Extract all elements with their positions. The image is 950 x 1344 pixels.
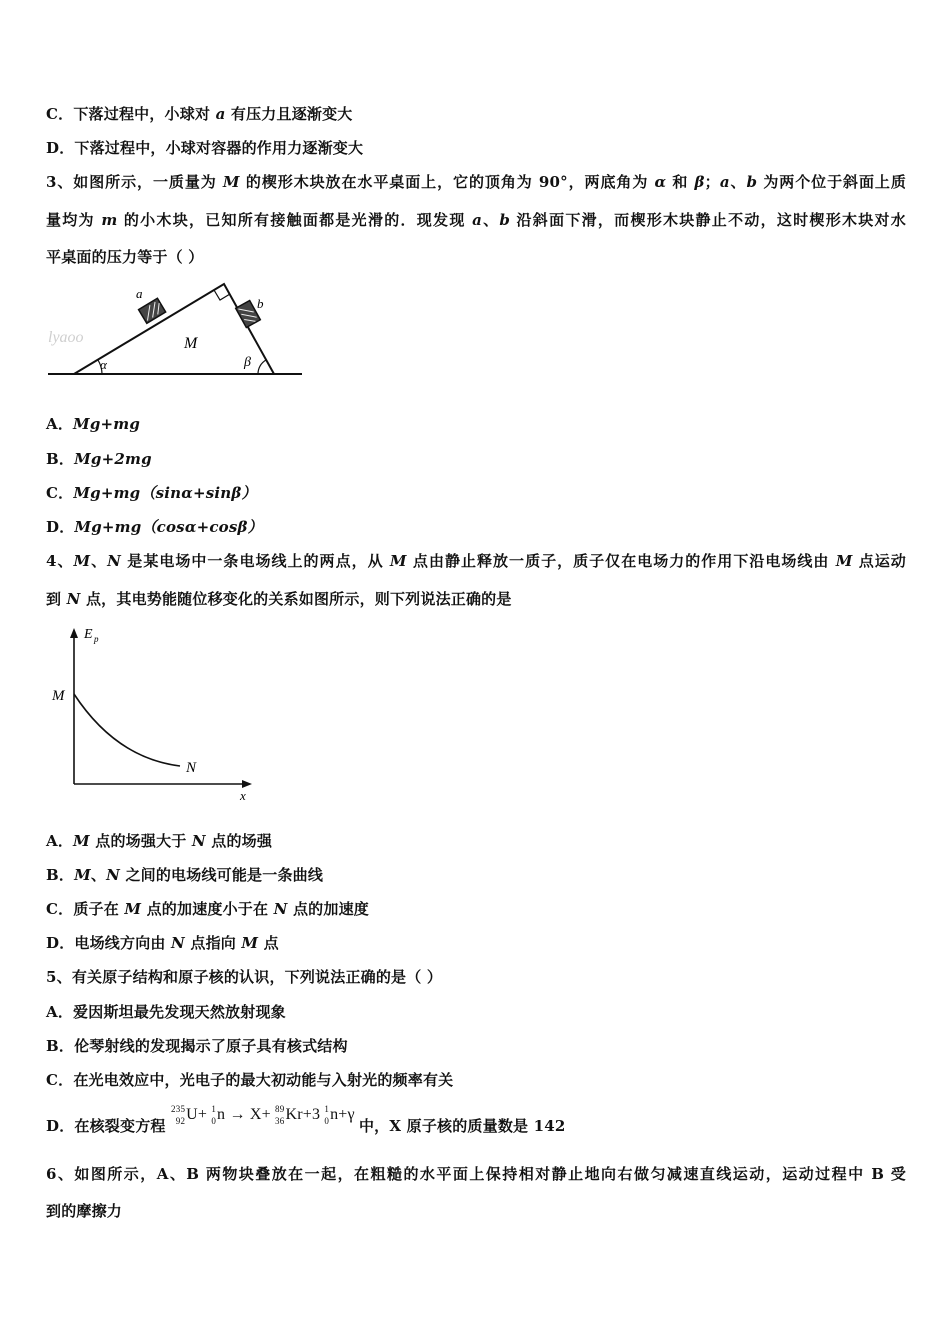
q3-option-d: D．Mg+mg（cosα+cosβ） <box>46 518 263 536</box>
q4-stem-line2: 到 N 点，其电势能随位移变化的关系如图所示，则下列说法正确的是 <box>46 590 512 608</box>
label-M: M <box>184 335 198 352</box>
q5-option-c: C．在光电效应中，光电子的最大初动能与入射光的频率有关 <box>46 1071 454 1089</box>
q4-option-a: A．M 点的场强大于 N 点的场强 <box>46 832 273 850</box>
q4-option-c: C．质子在 M 点的加速度小于在 N 点的加速度 <box>46 900 369 918</box>
point-M-label: M <box>52 688 65 704</box>
q6-stem-line1: 6、如图所示，A、B 两物块叠放在一起，在粗糙的水平面上保持相对静止地向右做匀减速直线运动，运动过程中 B 受 <box>46 1165 906 1183</box>
q6-stem-line2: 到的摩擦力 <box>46 1202 123 1220</box>
q3-stem-line1: 3、如图所示，一质量为 M 的楔形木块放在水平桌面上，它的顶角为 90°，两底角为 α 和 β；a、b 为两个位于斜面上质 <box>46 173 907 191</box>
watermark-text: lyaoo <box>48 329 84 346</box>
x-axis-label: x <box>240 788 246 803</box>
q3-option-c: C．Mg+mg（sinα+sinβ） <box>46 484 257 502</box>
wedge-figure <box>44 280 306 380</box>
q4-option-d: D．电场线方向由 N 点指向 M 点 <box>46 934 279 952</box>
point-N-label: N <box>186 760 197 776</box>
q2-option-d: D．下落过程中，小球对容器的作用力逐渐变大 <box>46 139 364 157</box>
q5-stem: 5、有关原子结构和原子核的认识，下列说法正确的是（ ） <box>46 968 443 986</box>
y-axis-arrow <box>70 628 78 638</box>
label-beta: β <box>244 355 251 370</box>
label-b: b <box>257 296 264 311</box>
q3-stem-line2: 量均为 m 的小木块，已知所有接触面都是光滑的．现发现 a、b 沿斜面下滑，而楔形木块静止不动，这时楔形木块对水 <box>46 211 906 229</box>
label-a: a <box>136 286 143 301</box>
q2-option-c: C．下落过程中，小球对 a 有压力且逐渐变大 <box>46 105 353 123</box>
y-axis-label: E <box>84 627 93 642</box>
label-alpha: α <box>100 357 107 372</box>
q5-option-b: B．伦琴射线的发现揭示了原子具有核式结构 <box>46 1037 348 1055</box>
q3-option-a: A．Mg+mg <box>46 415 141 433</box>
q4-option-b: B．M、N 之间的电场线可能是一条曲线 <box>46 866 324 884</box>
q4-stem-line1: 4、M、N 是某电场中一条电场线上的两点，从 M 点由静止释放一质子，质子仅在电场力的作用下沿电场线由 M 点运动 <box>46 552 906 570</box>
block-a <box>139 298 166 323</box>
y-axis-subscript: p <box>94 634 99 644</box>
x-axis-arrow <box>242 780 252 788</box>
q3-stem-line3: 平桌面的压力等于（ ） <box>46 248 204 266</box>
angle-beta-arc <box>258 360 266 374</box>
energy-curve <box>74 694 180 766</box>
q5-option-a: A．爱因斯坦最先发现天然放射现象 <box>46 1003 286 1021</box>
q5-option-d: D．在核裂变方程 235 92 U+ 1 0 n → X+ 89 36 Kr+3 1 0 n+γ 中，X 原子核的质量数是 142 <box>46 1103 566 1135</box>
energy-graph <box>46 622 256 804</box>
q3-option-b: B．Mg+2mg <box>46 450 152 468</box>
fission-equation: 235 92 U+ 1 0 n → X+ 89 36 Kr+3 1 0 n+γ <box>171 1103 355 1126</box>
